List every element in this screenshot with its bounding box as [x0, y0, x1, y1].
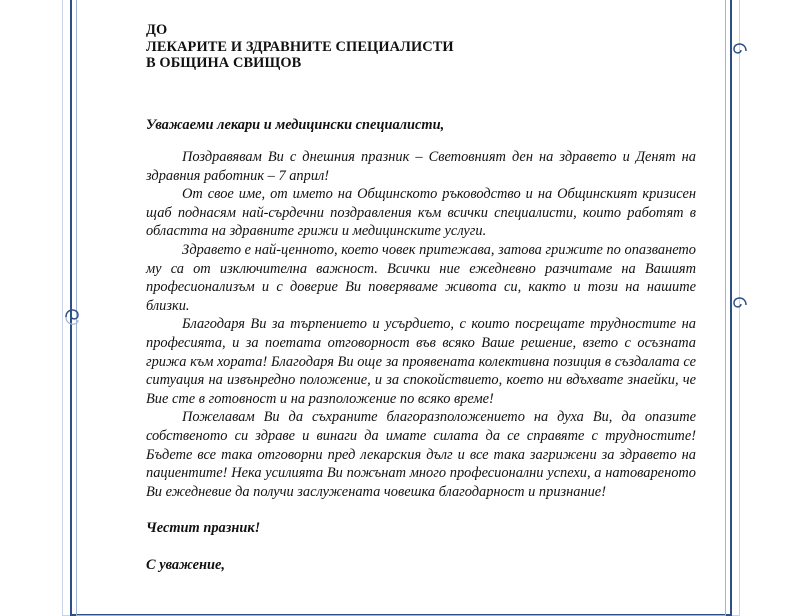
regards-line: С уважение, — [146, 556, 225, 573]
closing-line: Честит празник! — [146, 520, 261, 537]
addressee-line: ЛЕКАРИТЕ И ЗДРАВНИТЕ СПЕЦИАЛИСТИ — [146, 38, 454, 55]
right-ornament-icon — [720, 36, 750, 66]
letter-content — [146, 22, 696, 575]
paragraph-text: От свое име, от името на Общинското ръководство и на Общинският кризисен щаб поднасям най-сърдечни поздравления към всички специалисти, които работят в областта на здравните грижи и медицинските услуги. — [146, 186, 696, 240]
body-paragraph — [146, 408, 696, 501]
right-ornament-icon-2 — [720, 290, 750, 320]
left-ornament-icon — [62, 302, 92, 332]
letter-body — [146, 148, 696, 501]
paragraph-text: Пожелавам Ви да съхраните благоразположението на духа Ви, да опазите собственото си здраве и винаги да имате силата да се справяте с трудностите! Бъдете все така отговорни пред лекарския дълг и все така загрижени за здравето на пациентите! Нека усилията Ви пожънат много професионални успехи, а натовареното Ви ежедневие да получи заслужената човешка благодарност и признание! — [146, 409, 696, 500]
body-paragraph — [146, 148, 696, 185]
addressee-line: В ОБЩИНА СВИЩОВ — [146, 55, 302, 71]
body-paragraph — [146, 185, 696, 241]
salutation: Уважаеми лекари и медицински специалисти, — [146, 116, 445, 133]
body-paragraph — [146, 315, 696, 408]
paragraph-text: Поздравявам Ви с днешния празник – Световният ден на здравето и Денят на здравния работник – 7 април! — [146, 149, 696, 184]
paragraph-text: Благодаря Ви за търпението и усърдието, с които посрещате трудностите на професията, и за поетата отговорност във всяко Ваше решение, взето с осъзната грижа към хората! Благодаря Ви още за проявената колективна позиция в създалата се ситуация на извънредно положение, и за спокойствието, което ни вдъхвате знаейки, че Вие сте в готовност и на разположение по всяко време! — [146, 316, 696, 407]
body-paragraph — [146, 241, 696, 315]
paragraph-text: Здравето е най-ценното, което човек притежава, затова грижите по опазването му са от изключителна важност. Всички ние ежедневно разчитаме на Вашият професионализъм и с доверие Ви поверяваме живота си, както и този на нашите близки. — [146, 242, 696, 314]
addressee-block — [146, 22, 696, 72]
addressee-line: ДО — [146, 22, 168, 38]
